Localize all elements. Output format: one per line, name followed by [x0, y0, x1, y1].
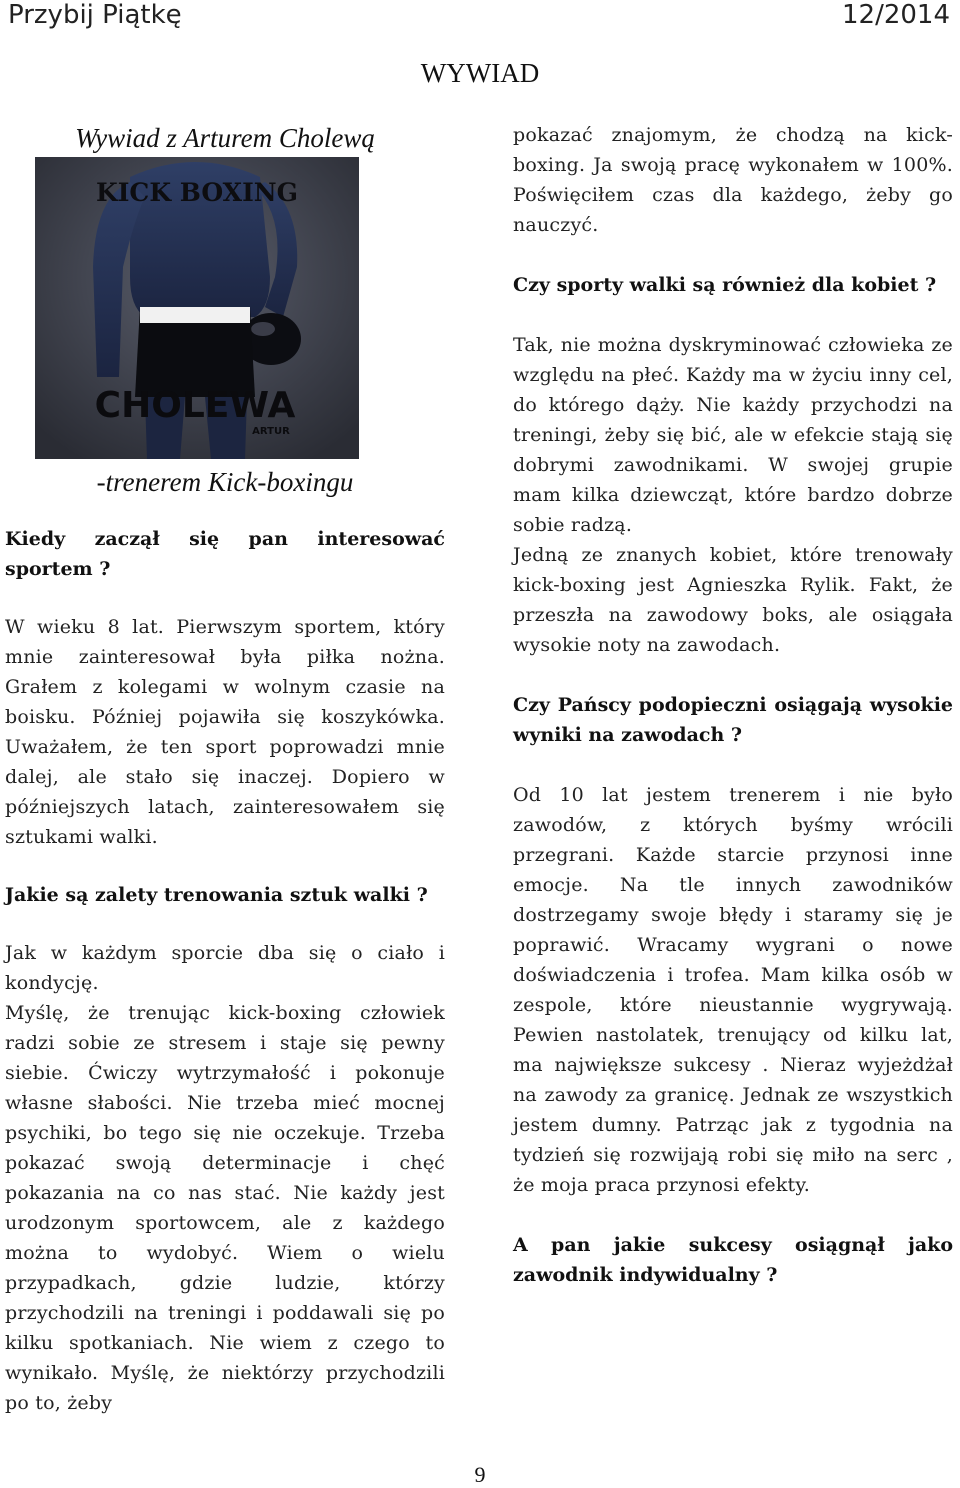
answer-2-part-2: Myślę, że trenując kick-boxing człowiek radzi sobie ze stresem i staje się pewny siebie. Ćwiczy wytrzymałość i pokonuje własne słabości. Nie trzeba mieć mocnej psychiki, bo tego się nie oczekuje. Trzeba pokazać swoją determinacje i chęć pokazania na co nas stać. Nie każdy jest urodzonym sportowcem, ale z każdego można to wydobyć. Wiem o wielu przypadkach, gdzie ludzie, którzy przychodzili na treningi i poddawali się po kilku spotkaniach. Nie wiem z czego to wynikało. Myślę, że niektórzy przychodzili po to, żeby: [5, 1002, 445, 1414]
photo-caption: -trenerem Kick-boxingu: [96, 467, 354, 497]
answer-2-part-1: Jak w każdym sporcie dba się o ciało i kondycję.: [5, 942, 445, 994]
article-title: Wywiad z Arturem Cholewą: [75, 123, 375, 153]
question-4: Czy Pańscy podopieczni osiągają wysokie wyniki na zawodach ?: [513, 694, 953, 746]
answer-1: W wieku 8 lat. Pierwszym sportem, który mnie zainteresował była piłka nożna. Grałem z kolegami w wolnym czasie na boisku. Później pojawiła się koszykówka. Uważałem, że ten sport poprowadzi mnie dalej, ale stało się inaczej. Dopiero w późniejszych latach, zainteresowałem się sztukami walki.: [5, 616, 445, 848]
question-5: A pan jakie sukcesy osiągnął jako zawodnik indywidualny ?: [513, 1234, 953, 1286]
issue-number: 12/2014: [841, 0, 950, 30]
kickboxer-illustration: [35, 157, 359, 459]
left-column: [5, 120, 445, 1418]
section-title: WYWIAD: [420, 58, 540, 88]
right-column: [513, 120, 953, 1290]
kickboxer-photo: [35, 157, 359, 459]
answer-3-part-2: Jedną ze znanych kobiet, które trenowały kick-boxing jest Agnieszka Rylik. Fakt, że przeszła na zawodowy boks, ale osiągała wysokie noty na zawodach.: [513, 544, 953, 656]
page-number: 9: [474, 1462, 486, 1487]
magazine-name: Przybij Piątkę: [8, 0, 182, 30]
question-2: Jakie są zalety trenowania sztuk walki ?: [5, 884, 428, 906]
answer-3-part-1: Tak, nie można dyskryminować człowieka ze względu na płeć. Każdy ma w życiu inny cel, do którego dąży. Nie każdy przychodzi na treningi, żeby się bić, ale w efekcie stają się dobrymi zawodnikami. W swojej grupie mam kilka dziewcząt, które bardzo dobrze sobie radzą.: [513, 334, 953, 536]
question-3: Czy sporty walki są również dla kobiet ?: [513, 274, 937, 296]
photo-bottom-text: CHOLEWA: [94, 385, 296, 426]
answer-4: Od 10 lat jestem trenerem i nie było zawodów, z których byśmy wrócili przegrani. Każde starcie przynosi inne emocje. Na tle innych zawodników dostrzegamy swoje błędy i staramy się je poprawić. Wracamy wygrani o nowe doświadczenia i trofea. Mam kilka osób w zespole, które nieustannie wygrywają. Pewien nastolatek, trenujący od kilku lat, ma największe sukcesy . Nieraz wyjeżdżał na zawody za granicę. Jednak ze wszystkich jestem dumny. Patrząc jak z tygodnia na tydzień się rozwijają robi się miło na serc , że moja praca przynosi efekty.: [513, 784, 953, 1196]
photo-bottom-subtext: ARTUR: [252, 426, 290, 437]
question-1: Kiedy zaczął się pan interesować sportem ?: [5, 528, 445, 580]
photo-top-text: KICK BOXING: [96, 178, 298, 207]
answer-2-continued: pokazać znajomym, że chodzą na kick-boxing. Ja swoją pracę wykonałem w 100%. Poświęciłem czas dla każdego, żeby go nauczyć.: [513, 124, 953, 236]
